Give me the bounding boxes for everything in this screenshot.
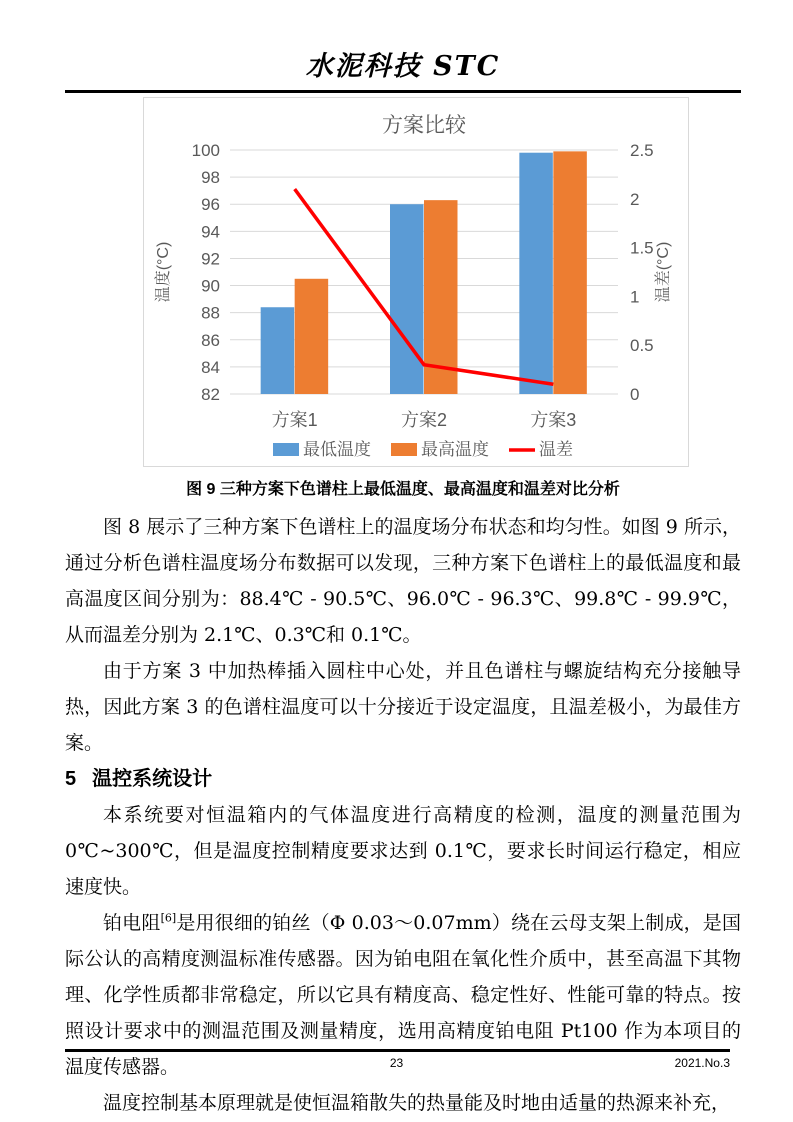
right-axis-tick: 1.5: [630, 238, 654, 258]
article-text: [65, 509, 741, 1121]
category-label: 方案3: [530, 409, 577, 430]
paragraph-control-principle: 温度控制基本原理就是使恒温箱散失的热量能及时地由适量的热源来补充，: [103, 1091, 731, 1114]
page-number: 23: [389, 1056, 404, 1070]
section-number: 5: [65, 767, 77, 790]
min-temp-bar: [519, 152, 553, 393]
chart-title: 方案比较: [382, 113, 466, 137]
paragraph-measurement-requirements: 本系统要对恒温箱内的气体温度进行高精度的检测，温度的测量范围为 0℃~300℃，但是温度控制精度要求达到 0.1℃，要求长时间运行稳定，相应速度快。: [65, 803, 741, 898]
legend-label: 最高温度: [421, 439, 489, 459]
left-axis-tick: 90: [201, 276, 220, 296]
right-axis-tick: 0.5: [630, 335, 654, 355]
max-temp-bar: [553, 151, 587, 394]
right-axis-tick: 2.5: [630, 140, 654, 160]
category-label: 方案2: [400, 409, 448, 430]
min-temp-bar: [390, 204, 424, 394]
right-axis-label: 温差(°C): [655, 241, 672, 302]
legend-swatch: [273, 443, 299, 456]
right-axis-tick: 2: [630, 189, 640, 209]
right-axis-tick: 1: [630, 286, 640, 306]
left-axis-tick: 100: [191, 140, 220, 160]
section-title: 温控系统设计: [92, 767, 213, 790]
legend-swatch: [391, 443, 417, 456]
journal-title: 水泥科技 STC: [305, 51, 501, 82]
category-label: 方案1: [271, 409, 318, 430]
left-axis-tick: 84: [201, 357, 220, 377]
citation-ref-6[interactable]: [6]: [160, 911, 177, 925]
footer-rule: [65, 1049, 730, 1052]
right-axis-tick: 0: [630, 384, 640, 404]
min-temp-bar: [261, 307, 295, 394]
legend-label: 最低温度: [303, 439, 371, 459]
left-axis-tick: 88: [201, 303, 220, 323]
paragraph-best-scheme: 由于方案 3 中加热棒插入圆柱中心处，并且色谱柱与螺旋结构充分接触导热，因此方案 3 的色谱柱温度可以十分接近于设定温度，且温差极小，为最佳方案。: [65, 659, 741, 754]
section-heading-5: [65, 761, 741, 797]
left-axis-tick: 82: [201, 384, 220, 404]
left-axis-tick: 92: [201, 248, 220, 268]
figure-caption: 图 9 三种方案下色谱柱上最低温度、最高温度和温差对比分析: [186, 480, 620, 498]
issue-label: 2021.No.3: [674, 1056, 730, 1070]
left-axis-tick: 94: [201, 221, 220, 241]
paragraph-temperature-analysis: 图 8 展示了三种方案下色谱柱上的温度场分布状态和均匀性。如图 9 所示，通过分析色谱柱温度场分布数据可以发现，三种方案下色谱柱上的最低温度和最高温度区间分别为：88.4℃ - 90.5℃、96.0℃ - 96.3℃、99.8℃ - 99.9℃，从而温差分别为 2.1℃、0.3℃和 0.1℃。: [65, 515, 741, 646]
page-body: [65, 0, 741, 1121]
left-axis-tick: 86: [201, 330, 220, 350]
left-axis-tick: 96: [201, 194, 220, 214]
legend-label: 温差: [539, 439, 573, 459]
header-rule: [65, 90, 741, 93]
pt-resistor-text: 铂电阻: [103, 911, 161, 934]
left-axis-label: 温度(°C): [155, 241, 172, 302]
chart-canvas: [144, 98, 688, 466]
scheme-comparison-chart: [143, 97, 689, 467]
left-axis-tick: 98: [201, 167, 220, 187]
pt-resistor-text-rest: 是用很细的铂丝（Φ 0.03～0.07mm）绕在云母支架上制成，是国际公认的高精度测温标准传感器。因为铂电阻在氧化性介质中，甚至高温下其物理、化学性质都非常稳定，所以它具有精度高、稳定性好、性能可靠的特点。按照设计要求中的测温范围及测量精度，选用高精度铂电阻 Pt100 作为本项目的温度传感器。: [65, 911, 741, 1078]
max-temp-bar: [295, 278, 329, 393]
